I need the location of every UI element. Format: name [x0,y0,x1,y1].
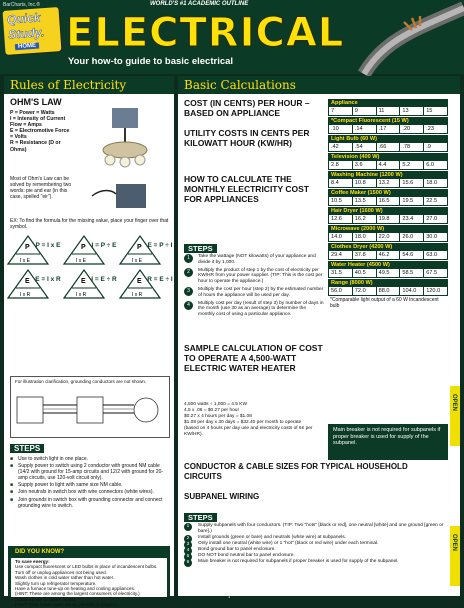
table-cell: 4.4 [377,161,401,170]
list-item: ■ Join neutrals in switch box with wire connectors (white wires). [10,489,170,495]
table-cell: 49.5 [377,269,401,278]
open-tab-label: OPEN [451,534,457,552]
step-number-icon: 1 [184,523,192,531]
table-cell: .17 [377,125,401,134]
list-item: (HINT: Only heats water during periods of usage.) [15,602,116,608]
table-cell: 10.5 [329,197,353,206]
table-cell: .54 [353,143,377,152]
table-cell: 46.2 [377,251,401,260]
page-number: 1 [228,594,231,599]
monthly-cost-steps [184,254,324,320]
svg-text:I x R: I x R [76,292,87,298]
open-tab[interactable] [450,386,460,446]
table-cell: 19.8 [377,215,401,224]
legend-line: = Volts [10,134,27,141]
table-cell: 26.0 [400,233,424,242]
table-cell: 37.8 [353,251,377,260]
formula-triangle [64,234,116,264]
formula-triangle [8,234,60,264]
svg-text:P: P [25,244,30,251]
legend-line: E = Electromotive Force [10,128,70,135]
legend-line: Ohms) [10,146,27,153]
table-cell: 56.0 [329,287,353,296]
list-item [184,559,452,565]
table-cell: 12.6 [329,215,353,224]
table-cell: 27.0 [424,215,448,224]
table-cell: 54.6 [400,251,424,260]
formula-text: E = I x R [35,276,61,283]
table-cell: .23 [424,125,448,134]
svg-text:P: P [137,244,142,251]
step-number-icon: 3 [184,287,193,296]
table-row [328,215,448,224]
table-cell: .66 [377,143,401,152]
table-row [328,107,448,116]
monthly-cost-title: HOW TO CALCULATE THE MONTHLY ELECTRICITY COST FOR APPLIANCES [184,174,309,204]
table-cell: 15 [424,107,448,116]
table-header: Coffee Maker (1500 W) [328,189,448,197]
steps-heading: STEPS [184,513,217,522]
list-item [184,254,324,266]
formula-text: I = E ÷ R [91,276,117,283]
list-item: ■ Use to switch light in one place. [10,456,170,462]
table-row [328,143,448,152]
table-cell: 6.0 [424,161,448,170]
table-cell: 14.0 [329,233,353,242]
table-header: Hair Dryer (1600 W) [328,207,448,215]
appliance-rows [328,117,448,296]
subpanel-steps [184,523,452,565]
table-row [328,233,448,242]
step-text: Bond ground bar to panel enclosure. [198,547,276,552]
ohms-law-title: OHM'S LAW [10,97,62,107]
formula-text: R = E ÷ I [147,276,173,283]
table-cell: 18.0 [353,233,377,242]
list-item: ■ Join grounds in switch box with grounding connector and connect grounding wire to switch. [10,497,170,509]
calc-line: $1.08 per day x 30 days = $32.40 per month to operate [184,420,302,425]
table-row [328,269,448,278]
table-row [328,251,448,260]
rules-column [4,76,174,608]
step-number-icon: 2 [184,268,193,277]
table-cell: .78 [400,143,424,152]
step-text: Multiply the product of step 1 by the cost of electricity per KW/HR from your power supplier. (TIP: This is the cost per hour to operate the appliance.) [198,267,323,285]
triangle-row [8,268,172,298]
list-item: Slightly turn up refrigerator temperature. [15,580,97,586]
ohms-law-legend [10,110,69,153]
appliance-footnote: *Comparable light output of a 60 W incandescent bulb [330,297,439,309]
list-item: Turn off or unplug appliances not being used. [15,569,107,575]
step-number-icon: 4 [184,547,192,555]
ohms-law-triangles [8,234,172,374]
step-text: Multiply the cost per hour (step 2) by the estimated number of hours the appliance will be used per day. [198,286,324,298]
formula-triangle [120,234,172,264]
switch-steps-list [10,456,170,510]
legend-line: R = Resistance (D or [10,140,61,147]
logo-line1: Quick [6,10,41,27]
header-banner [0,0,464,74]
main-breaker-note: Main breaker is not required for subpanels if proper breaker is used for supply of the subpanel. [328,424,448,460]
table-cell: .20 [400,125,424,134]
table-cell: 40.5 [353,269,377,278]
formula-triangle [120,268,172,298]
cost-per-hour-title: COST (IN CENTS) PER HOUR – BASED ON APPLIANCE [184,98,310,118]
open-tab[interactable] [450,526,460,586]
table-cell: 10.8 [353,179,377,188]
table-cell: 67.5 [424,269,448,278]
conductor-sizes-title: CONDUCTOR & CABLE SIZES FOR TYPICAL HOUSEHOLD CIRCUITS [184,462,408,481]
calc-line: 4.5 x .06 = $0.27 per hour [184,408,240,413]
table-header: Water Heater (4500 W) [328,261,448,269]
step-text: Take the wattage (NOT kilowatts) of your appliance and divide it by 1,000. [198,254,316,265]
table-cell: 31.5 [329,269,353,278]
table-header: Range (8000 W) [328,279,448,287]
list-item [184,287,324,299]
did-you-know-lead: To save energy: [15,559,50,564]
logo-sub: HOME [15,43,39,51]
steps-heading: STEPS [10,444,44,453]
did-you-know-title: DID YOU KNOW? [15,549,65,555]
legend-line: I = Intensity of Current [10,116,66,123]
table-cell: 16.2 [353,215,377,224]
table-cell: .14 [353,125,377,134]
svg-text:I x E: I x E [76,258,87,264]
calculations-column [178,76,460,596]
step-text: DO NOT bond neutral bar to panel enclosure. [198,553,295,558]
step-number-icon: 5 [184,553,192,561]
table-cell: 19.5 [400,197,424,206]
list-item: ■ Supply power to light with same size NM cable. [10,482,170,488]
tagline: WORLD'S #1 ACADEMIC OUTLINE [150,1,249,7]
page-subtitle: Your how-to guide to basic electrical [68,56,234,67]
appliance-cost-table [328,98,448,310]
light-fixture-illustration [82,104,170,214]
table-cell: 58.5 [400,269,424,278]
table-cell: 11 [377,107,401,116]
table-header: Light Bulb (60 W) [328,135,448,143]
subpanel-wiring-title: SUBPANEL WIRING [184,492,260,501]
logo-line2: Study. [7,25,45,42]
table-header: Microwave (2000 W) [328,225,448,233]
legend-line: P = Power = Watts [10,110,55,116]
table-cell: 22.0 [377,233,401,242]
svg-text:E: E [25,278,30,285]
table-cell: 88.0 [377,287,401,296]
list-item: ■ Supply power to switch using 2 conductor with ground NM cable (14/2 with ground for 15-amp circuits and 12/2 with ground for 20-amp circuits, use 120-volt circuit only). [10,463,170,481]
sample-calculation-title: SAMPLE CALCULATION OF COST TO OPERATE A 4,500-WATT ELECTRIC WATER HEATER [184,343,323,373]
table-row [328,125,448,134]
table-header: *Compact Fluorescent (15 W) [328,117,448,125]
circuit-caption: For illustration clarification, grounding conductors are not shown. [15,379,147,384]
quick-study-logo [3,7,62,55]
step-text: Supply subpanels with four conductors. (TIP: Two "hots" [black or red], one neutral [white] and one ground [green or bare].) [198,523,444,534]
list-item: (HINT: These are among the largest consumers of electricity.) [15,591,140,597]
table-cell: .9 [424,143,448,152]
table-cell: 3.6 [353,161,377,170]
cable-image [354,0,464,74]
table-cell: 9 [353,107,377,116]
ohms-law-instruction: EX: To find the formula for the missing value, place your finger over that symbol. [10,218,169,230]
did-you-know-box [8,546,170,608]
calc-line: $0.27 x 4 hours per day = $1.08 [184,414,252,419]
list-item [184,268,324,285]
step-text: Install grounds (green or bare) and neutrals (white wire) at subpanels. [198,535,346,540]
list-item [184,301,324,318]
utility-costs-title: UTILITY COSTS IN CENTS PER KILOWATT HOUR (KW/HR) [184,128,310,148]
formula-triangle [8,268,60,298]
table-cell: 5.2 [400,161,424,170]
open-tab-label: OPEN [451,394,457,412]
svg-text:E: E [137,278,142,285]
table-header: Washing Machine (1200 W) [328,171,448,179]
table-cell: 16.5 [377,197,401,206]
list-item: Use compact fluorescent or LED bulbs in place of incandescent bulbs. [15,564,158,570]
step-number-icon: 6 [184,559,192,567]
step-text: Multiply cost per day (result of step 3) by number of days in the month (use 30 as an average) to determine the monthly cost of using a particular appliance. [198,300,324,318]
table-cell: 30.0 [424,233,448,242]
table-cell: 8.4 [329,179,353,188]
calc-line: (based on 4 hours per day use and electricity costs of 6¢ per KW/HR). [184,426,313,437]
circuit-wiring-icon [11,387,169,437]
svg-text:I x R: I x R [132,292,143,298]
table-cell: .10 [329,125,353,134]
step-number-icon: 3 [184,541,192,549]
table-cell: 23.4 [400,215,424,224]
table-cell: 22.5 [424,197,448,206]
table-row [328,197,448,206]
table-cell: 72.0 [353,287,377,296]
legend-line: Flow = Amps [10,122,42,129]
ohms-law-note: Most of Ohm's Law can be solved by remembering two words: pie and ear (in this case, spelled "eir"). [10,176,72,200]
table-cell: 15.6 [400,179,424,188]
step-number-icon: 4 [184,301,193,310]
brand-name: BarCharts, Inc.® [3,2,41,8]
switch-circuit-diagram [10,376,170,438]
step-text: Only install one neutral (white wire) or 1 "hot" (black or red wire) under each terminal. [198,541,379,546]
table-cell: 104.0 [400,287,424,296]
page-title: ELECTRICAL [66,10,345,56]
table-row [328,179,448,188]
table-row [328,287,448,296]
formula-triangle [64,268,116,298]
triangle-row [8,234,172,264]
table-cell: 18.0 [424,179,448,188]
formula-text: E = P ÷ I [147,242,173,249]
table-cell: 120.0 [424,287,448,296]
svg-text:I x E: I x E [132,258,143,264]
rules-heading: Rules of Electricity [4,76,174,94]
table-row [328,161,448,170]
step-text: Main breaker is not required for subpanels if proper breaker is used for supply of the subpanel. [198,559,399,564]
table-cell: 13 [400,107,424,116]
formula-text: I = P ÷ E [91,242,117,249]
formula-text: P = I x E [35,242,61,249]
table-cell: 7 [329,107,353,116]
step-number-icon: 1 [184,254,193,263]
svg-text:I x R: I x R [20,292,31,298]
svg-text:E: E [81,278,86,285]
calc-line: 4,500 watts ÷ 1,000 = 4.5 KW [184,402,248,407]
table-cell: 63.0 [424,251,448,260]
table-header: Appliance [328,99,448,107]
table-cell: 2.8 [329,161,353,170]
list-item [184,523,452,535]
sample-calculation [184,402,329,438]
svg-text:I x E: I x E [20,258,31,264]
calculations-heading: Basic Calculations [178,76,460,94]
table-cell: 13.5 [353,197,377,206]
table-cell: .42 [329,143,353,152]
did-you-know-content [11,558,167,608]
list-item: Install a timer on water heater. [15,596,77,602]
table-cell: 29.4 [329,251,353,260]
table-header: Television (400 W) [328,153,448,161]
table-cell: 13.2 [377,179,401,188]
step-number-icon: 2 [184,535,192,543]
table-header: Clothes Dryer (4200 W) [328,243,448,251]
list-item: Have a furnace tune-up on heating and cooling appliances. [15,586,136,592]
list-item: Wash clothes in cold water rather than hot water. [15,575,115,581]
svg-text:P: P [81,244,86,251]
steps-heading: STEPS [184,244,217,253]
